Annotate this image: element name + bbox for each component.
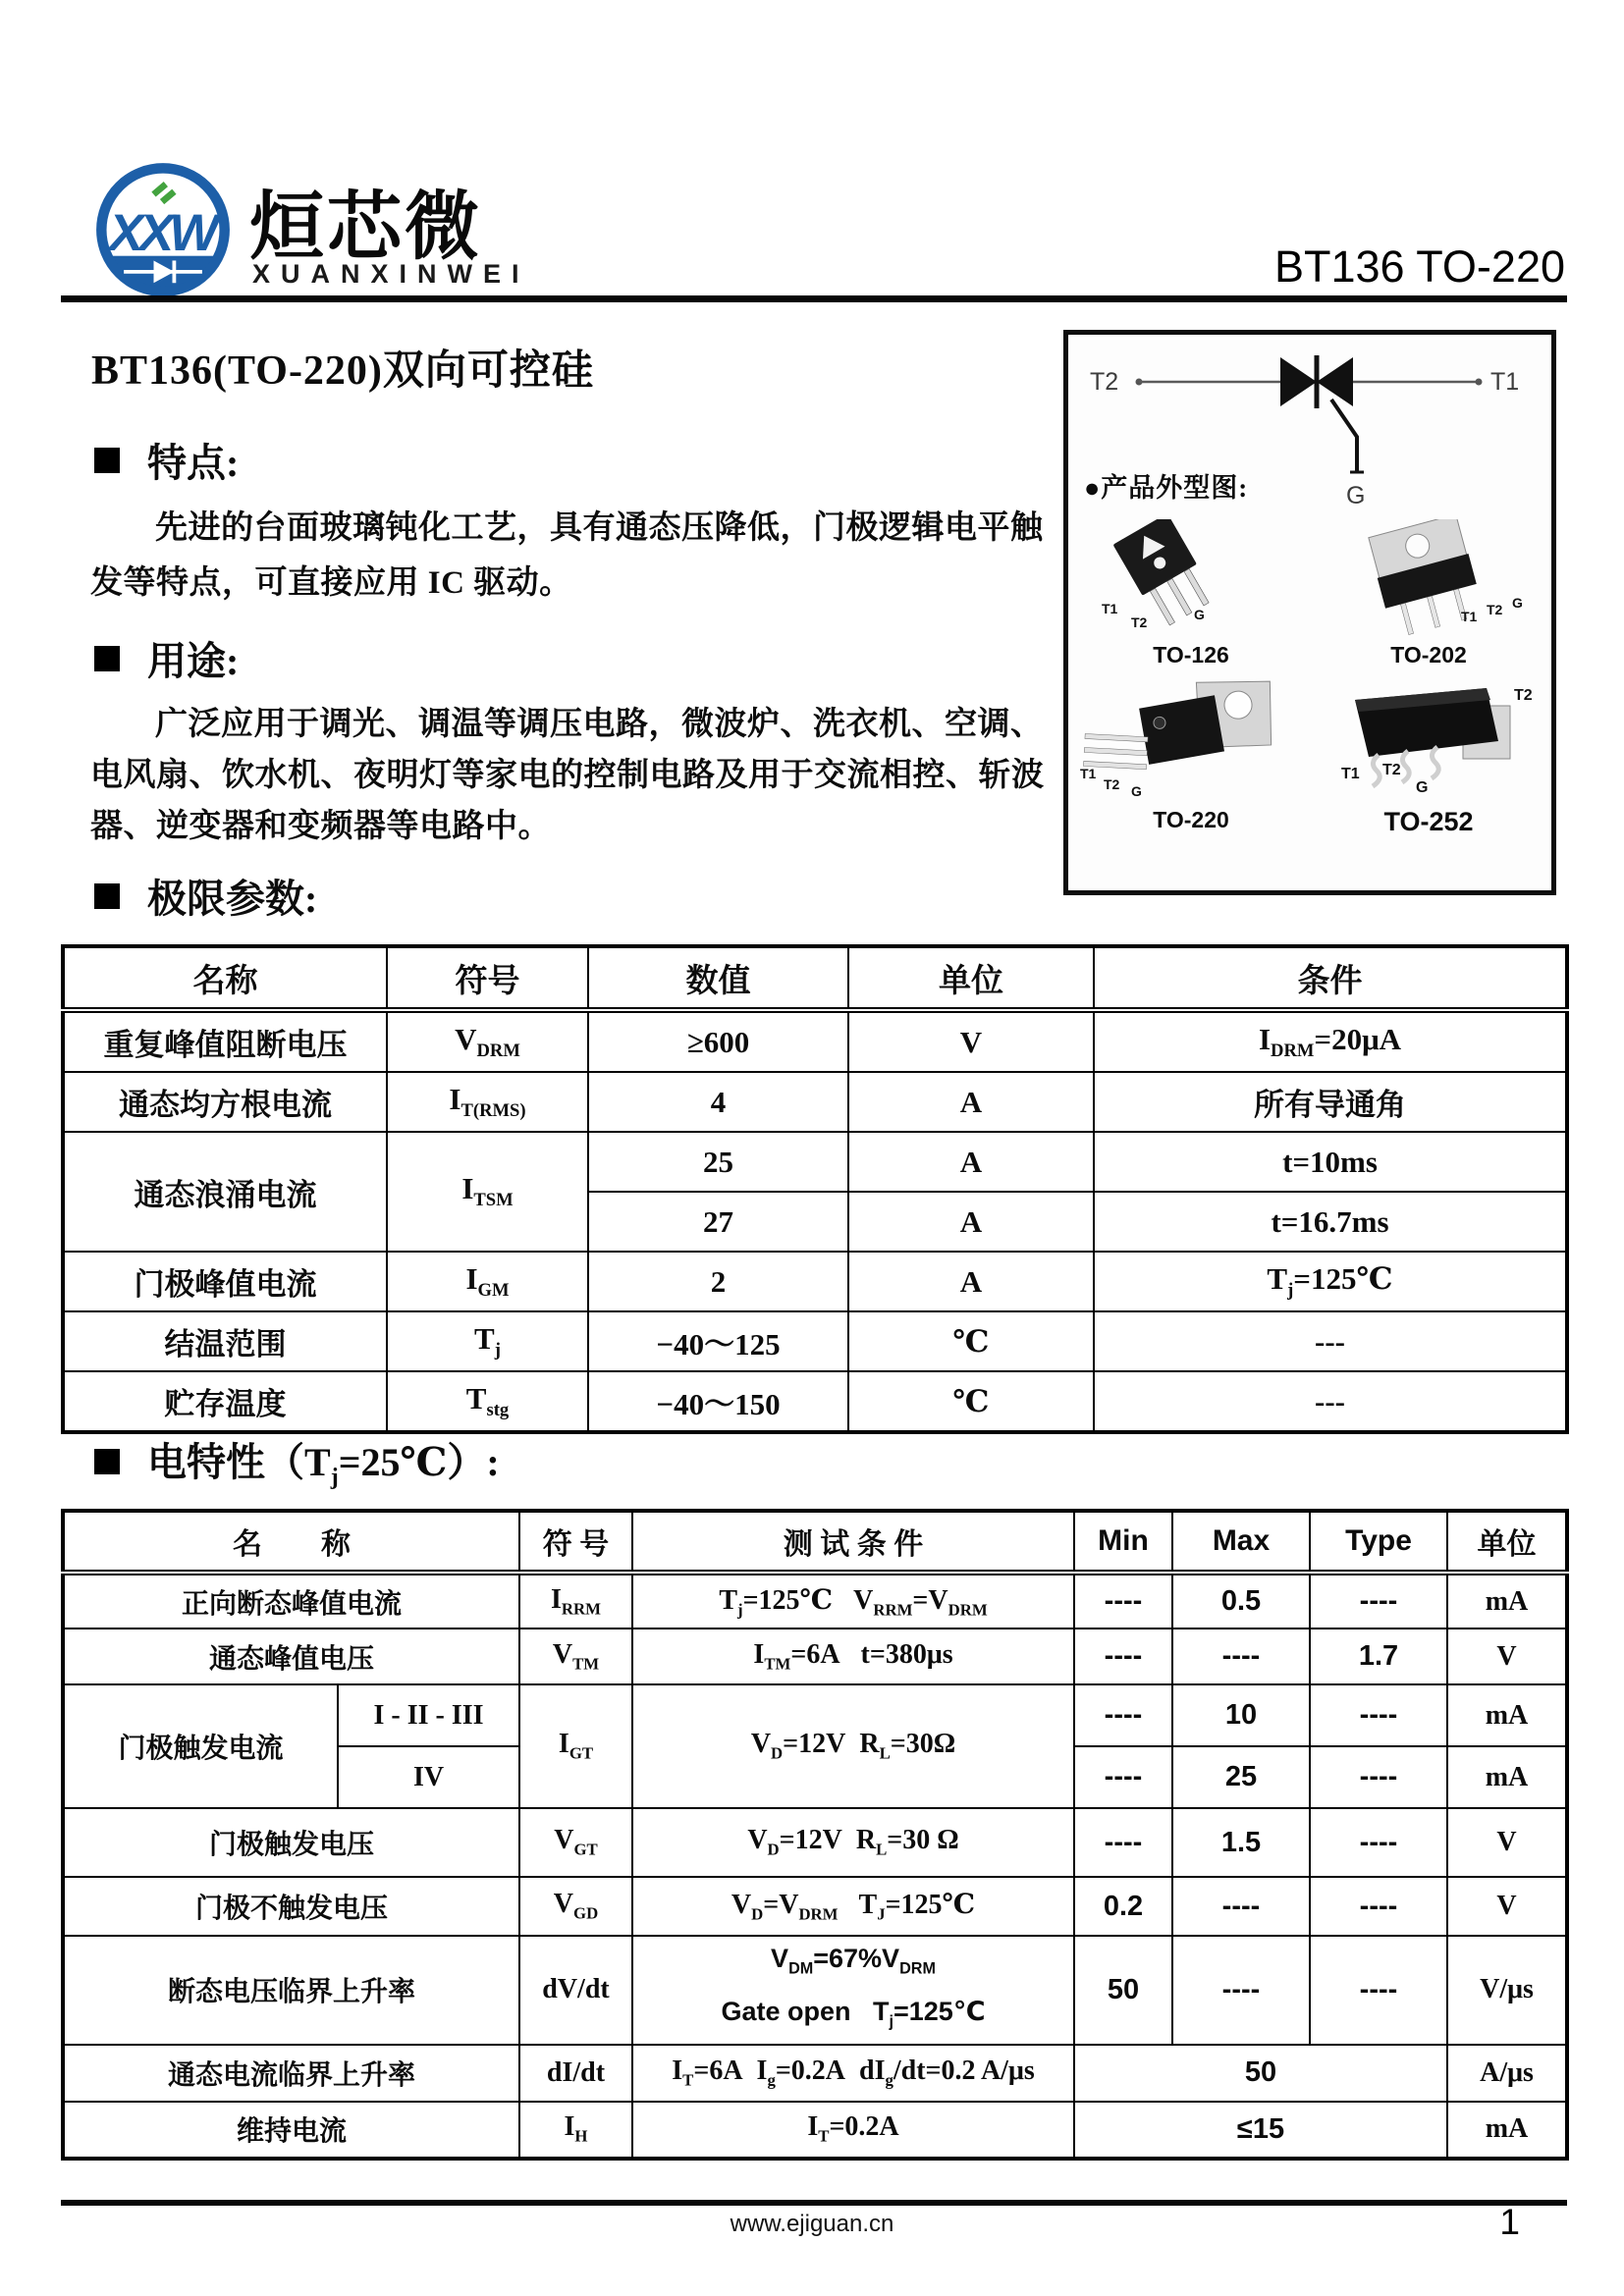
param-unit: A xyxy=(848,1132,1094,1192)
param-condition: $T_j=125℃$ xyxy=(1094,1252,1567,1311)
param-name: 通态电流临界上升率 xyxy=(63,2045,519,2102)
param-name: 维持电流 xyxy=(63,2102,519,2159)
document-part-number: BT136 TO-220 xyxy=(1273,241,1565,292)
header-divider xyxy=(61,295,1567,302)
section-heading-limits xyxy=(94,868,317,924)
test-condition: $V_D=12V$ $R_L=30\Omega$ xyxy=(632,1684,1074,1808)
section-heading-electrical xyxy=(94,1431,500,1491)
param-symbol: $I_{GT}$ xyxy=(519,1684,632,1808)
to126-pin-t1: T1 xyxy=(1102,601,1118,616)
param-name: 门极峰值电流 xyxy=(63,1252,387,1311)
to126-pin-t2: T2 xyxy=(1131,614,1148,630)
param-name: 门极触发电压 xyxy=(63,1808,519,1877)
param-unit: ℃ xyxy=(848,1371,1094,1432)
param-condition: 所有导通角 xyxy=(1094,1072,1567,1132)
test-condition: $I_T=6A$ $I_g=0.2A$ $dI_g/dt=0.2$ A/μs xyxy=(632,2045,1074,2102)
col-header-max: Max xyxy=(1172,1511,1310,1573)
paragraph-line: 电风扇、饮水机、夜明灯等家电的控制电路及用于交流相控、斩波 xyxy=(90,758,1045,793)
unit-value: mA xyxy=(1447,1684,1567,1746)
min-value: ---- xyxy=(1074,1684,1172,1746)
col-header-test-condition: 测 试 条 件 xyxy=(632,1511,1074,1573)
min-value: 0.2 xyxy=(1074,1877,1172,1936)
col-header-value: 数值 xyxy=(588,946,848,1010)
section-heading-label: 用途: xyxy=(147,639,240,683)
page-title: BT136(TO-220)双向可控硅 xyxy=(91,348,594,394)
test-condition: $I_{TM}=6A$ t=380μs xyxy=(632,1629,1074,1684)
test-condition xyxy=(632,1936,1074,2045)
param-unit: ℃ xyxy=(848,1311,1094,1371)
unit-value: mA xyxy=(1447,1746,1567,1808)
paragraph-line: 广泛应用于调光、调温等调压电路，微波炉、洗衣机、空调、 xyxy=(155,707,1044,742)
param-value: 4 xyxy=(588,1072,848,1132)
company-name-zh: 烜芯微 xyxy=(249,186,482,269)
package-figure-to252 xyxy=(1310,678,1547,837)
package-panel xyxy=(1063,330,1556,895)
min-value: ---- xyxy=(1074,1629,1172,1684)
param-name: 贮存温度 xyxy=(63,1371,387,1432)
table-row xyxy=(63,1936,1567,2045)
param-symbol: $T_{stg}$ xyxy=(387,1371,588,1432)
param-condition: t=16.7ms xyxy=(1094,1192,1567,1252)
col-header-name: 名称 xyxy=(63,946,387,1010)
param-symbol: $V_{DRM}$ xyxy=(387,1010,588,1072)
param-symbol: $V_{GT}$ xyxy=(519,1808,632,1877)
uses-paragraph xyxy=(90,699,1045,852)
unit-value: mA xyxy=(1447,1573,1567,1629)
unit-value: V xyxy=(1447,1808,1567,1877)
param-symbol: $V_{TM}$ xyxy=(519,1629,632,1684)
param-condition: $I_{DRM}=20\mu A$ xyxy=(1094,1010,1567,1072)
merged-limit-value: ≤15 xyxy=(1074,2102,1447,2159)
test-condition: $I_T=0.2A$ xyxy=(632,2102,1074,2159)
package-figure-to220 xyxy=(1072,678,1310,837)
features-paragraph xyxy=(90,501,1044,611)
electrical-table xyxy=(61,1509,1569,2161)
unit-value: V xyxy=(1447,1877,1567,1936)
test-condition: $T_j=125℃$ $V_{RRM}=V_{DRM}$ xyxy=(632,1573,1074,1629)
to252-pin-t1: T1 xyxy=(1341,766,1360,782)
package-label-to220: TO-220 xyxy=(1153,807,1229,832)
type-value: 1.7 xyxy=(1310,1629,1447,1684)
param-symbol: $T_j$ xyxy=(387,1311,588,1371)
param-symbol: dV/dt xyxy=(519,1936,632,2045)
package-label-to202: TO-202 xyxy=(1390,642,1467,667)
param-unit: A xyxy=(848,1252,1094,1311)
col-header-symbol: 符 号 xyxy=(519,1511,632,1573)
to126-pin-g: G xyxy=(1194,607,1205,622)
type-value: ---- xyxy=(1310,1746,1447,1808)
to252-tab-t2: T2 xyxy=(1514,687,1533,704)
param-symbol: $I_{T(RMS)}$ xyxy=(387,1072,588,1132)
paragraph-line: 器、逆变器和变频器等电路中。 xyxy=(90,809,551,844)
type-value: ---- xyxy=(1310,1936,1447,2045)
to220-pin-t2: T2 xyxy=(1104,776,1120,792)
table-row xyxy=(63,1252,1567,1311)
unit-value: V xyxy=(1447,1629,1567,1684)
type-value: ---- xyxy=(1310,1573,1447,1629)
param-symbol: dI/dt xyxy=(519,2045,632,2102)
test-condition: $V_D=V_{DRM}$ $T_J=125℃$ xyxy=(632,1877,1074,1936)
col-header-condition: 条件 xyxy=(1094,946,1567,1010)
param-value: ≥600 xyxy=(588,1010,848,1072)
col-header-unit: 单位 xyxy=(848,946,1094,1010)
param-name: 通态峰值电压 xyxy=(63,1629,519,1684)
section-heading-label: 特点: xyxy=(147,441,240,485)
param-unit: A xyxy=(848,1072,1094,1132)
param-name: 通态浪涌电流 xyxy=(63,1132,387,1252)
company-name-en: XUANXINWEI xyxy=(252,259,530,289)
param-unit: A xyxy=(848,1192,1094,1252)
to252-drawing xyxy=(1314,678,1543,800)
table-row xyxy=(63,1371,1567,1432)
col-header-unit: 单位 xyxy=(1447,1511,1567,1573)
max-value: ---- xyxy=(1172,1629,1310,1684)
limits-table xyxy=(61,944,1569,1434)
package-figures xyxy=(1072,519,1547,837)
table-row xyxy=(63,1072,1567,1132)
col-header-min: Min xyxy=(1074,1511,1172,1573)
to202-pin-t1: T1 xyxy=(1461,609,1478,624)
to252-pin-g: G xyxy=(1416,779,1429,796)
table-row xyxy=(63,1808,1567,1877)
min-value: ---- xyxy=(1074,1746,1172,1808)
package-label-to126: TO-126 xyxy=(1153,642,1229,667)
page-number: 1 xyxy=(1499,2202,1520,2242)
section-heading-uses xyxy=(94,630,239,686)
table-row xyxy=(63,1132,1567,1192)
param-name: 断态电压临界上升率 xyxy=(63,1936,519,2045)
table-header-row xyxy=(63,1511,1567,1573)
param-name: 正向断态峰值电流 xyxy=(63,1573,519,1629)
section-heading-features xyxy=(94,432,239,488)
param-condition: t=10ms xyxy=(1094,1132,1567,1192)
param-symbol: $V_{GD}$ xyxy=(519,1877,632,1936)
type-value: ---- xyxy=(1310,1877,1447,1936)
max-value: 25 xyxy=(1172,1746,1310,1808)
quadrant-cell: I - II - III xyxy=(338,1684,519,1746)
paragraph-line: 先进的台面玻璃钝化工艺，具有通态压降低，门极逻辑电平触 xyxy=(155,510,1044,546)
param-condition: --- xyxy=(1094,1371,1567,1432)
table-header-row xyxy=(63,946,1567,1010)
condition-line-1: $V_{DM}=67\%V_{DRM}$ xyxy=(771,1944,936,1978)
param-value: −40～150 xyxy=(588,1371,848,1432)
section-heading-label: 极限参数: xyxy=(147,877,318,921)
max-value: ---- xyxy=(1172,1936,1310,2045)
section-heading-label: 电特性$(T_j=25℃)$: xyxy=(147,1440,500,1490)
to220-pin-g: G xyxy=(1131,783,1142,799)
to220-pin-t1: T1 xyxy=(1080,766,1097,781)
max-value: ---- xyxy=(1172,1877,1310,1936)
param-value: 2 xyxy=(588,1252,848,1311)
param-name: 重复峰值阻断电压 xyxy=(63,1010,387,1072)
max-value: 1.5 xyxy=(1172,1808,1310,1877)
to126-drawing xyxy=(1080,519,1302,635)
unit-value: mA xyxy=(1447,2102,1567,2159)
param-value: 27 xyxy=(588,1192,848,1252)
col-header-type: Type xyxy=(1310,1511,1447,1573)
table-row xyxy=(63,2045,1567,2102)
param-name: 门极不触发电压 xyxy=(63,1877,519,1936)
section-bullet xyxy=(94,646,120,671)
param-value: −40～125 xyxy=(588,1311,848,1371)
param-name: 结温范围 xyxy=(63,1311,387,1371)
pin-label-t2: T2 xyxy=(1090,368,1119,396)
condition-line-2: Gate open $T_j=125℃$ xyxy=(721,1997,986,2031)
package-figure-to202 xyxy=(1310,519,1547,668)
logo-monogram: XXW xyxy=(108,204,214,262)
param-symbol: $I_H$ xyxy=(519,2102,632,2159)
paragraph-line: 发等特点，可直接应用 IC 驱动。 xyxy=(90,565,572,601)
param-symbol: $I_{RRM}$ xyxy=(519,1573,632,1629)
footer-divider xyxy=(61,2200,1567,2206)
max-value: 0.5 xyxy=(1172,1573,1310,1629)
param-symbol: $I_{TSM}$ xyxy=(387,1132,588,1252)
unit-value: V/μs xyxy=(1447,1936,1567,2045)
quadrant-cell: IV xyxy=(338,1746,519,1808)
param-name: 通态均方根电流 xyxy=(63,1072,387,1132)
package-figure-to126 xyxy=(1072,519,1310,668)
param-value: 25 xyxy=(588,1132,848,1192)
min-value: 50 xyxy=(1074,1936,1172,2045)
company-logo xyxy=(88,157,238,306)
section-bullet xyxy=(94,448,120,473)
table-row xyxy=(63,1010,1567,1072)
to252-pin-t2: T2 xyxy=(1382,762,1401,778)
package-caption: ●产品外型图: xyxy=(1084,473,1249,503)
pin-label-g: G xyxy=(1346,482,1366,509)
package-label-to252: TO-252 xyxy=(1383,807,1474,836)
table-row xyxy=(63,1573,1567,1629)
merged-limit-value: 50 xyxy=(1074,2045,1447,2102)
table-row xyxy=(63,1311,1567,1371)
col-header-name: 名 称 xyxy=(63,1511,519,1573)
to202-pin-g: G xyxy=(1512,595,1523,611)
section-bullet xyxy=(94,883,120,909)
footer-website: www.ejiguan.cn xyxy=(730,2211,894,2237)
param-condition: --- xyxy=(1094,1311,1567,1371)
min-value: ---- xyxy=(1074,1573,1172,1629)
col-header-symbol: 符号 xyxy=(387,946,588,1010)
table-row xyxy=(63,2102,1567,2159)
to220-drawing xyxy=(1076,678,1306,800)
param-name: 门极触发电流 xyxy=(63,1684,338,1808)
to202-drawing xyxy=(1314,519,1543,635)
to202-pin-t2: T2 xyxy=(1487,602,1503,617)
unit-value: A/μs xyxy=(1447,2045,1567,2102)
min-value: ---- xyxy=(1074,1808,1172,1877)
max-value: 10 xyxy=(1172,1684,1310,1746)
param-symbol: $I_{GM}$ xyxy=(387,1252,588,1311)
section-bullet xyxy=(94,1449,120,1474)
table-row xyxy=(63,1684,1567,1746)
table-row xyxy=(63,1877,1567,1936)
type-value: ---- xyxy=(1310,1684,1447,1746)
pin-label-t1: T1 xyxy=(1490,368,1520,396)
type-value: ---- xyxy=(1310,1808,1447,1877)
param-unit: V xyxy=(848,1010,1094,1072)
test-condition: $V_D=12V$ $R_L=30$ Ω xyxy=(632,1808,1074,1877)
table-row xyxy=(63,1629,1567,1684)
